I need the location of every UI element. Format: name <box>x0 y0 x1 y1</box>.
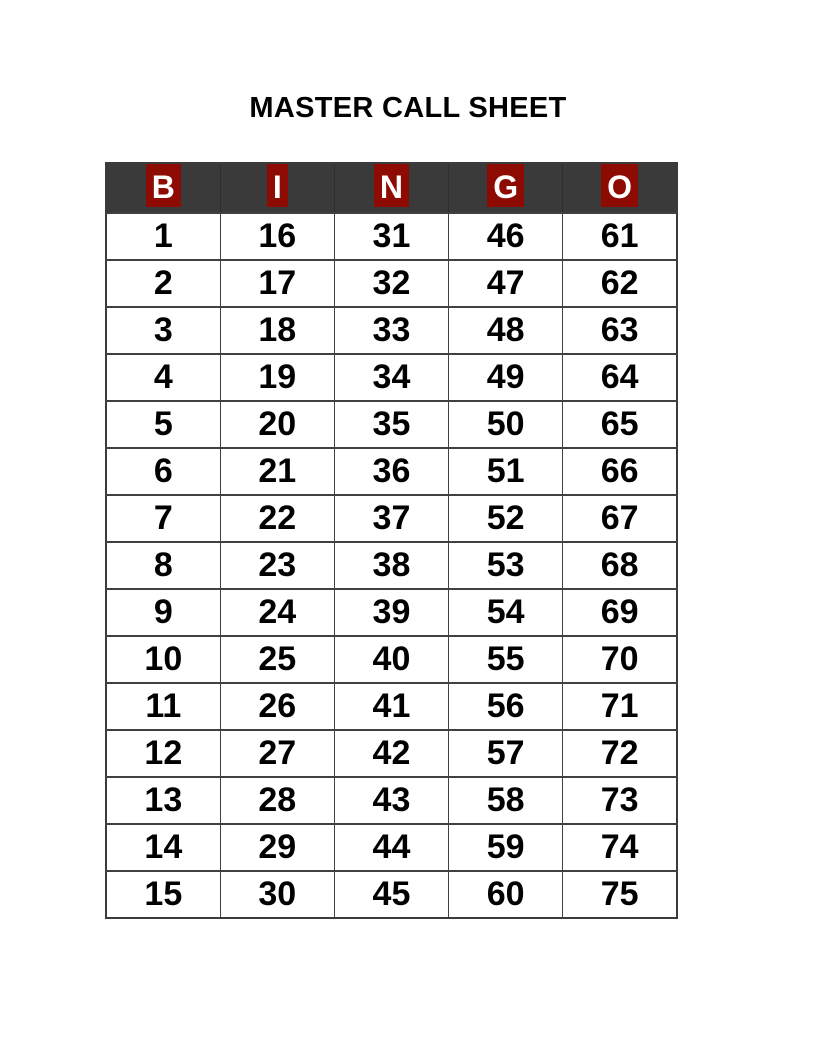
bingo-cell: 57 <box>449 730 563 777</box>
bingo-cell: 29 <box>220 824 334 871</box>
bingo-cell: 43 <box>334 777 448 824</box>
bingo-cell: 44 <box>334 824 448 871</box>
bingo-cell: 10 <box>106 636 220 683</box>
bingo-cell: 42 <box>334 730 448 777</box>
table-row <box>106 307 677 354</box>
bingo-cell: 47 <box>449 260 563 307</box>
column-header-g <box>449 163 563 213</box>
table-row <box>106 542 677 589</box>
bingo-cell: 8 <box>106 542 220 589</box>
bingo-cell: 2 <box>106 260 220 307</box>
bingo-cell: 68 <box>563 542 677 589</box>
bingo-cell: 49 <box>449 354 563 401</box>
bingo-cell: 5 <box>106 401 220 448</box>
bingo-cell: 73 <box>563 777 677 824</box>
bingo-cell: 33 <box>334 307 448 354</box>
bingo-cell: 32 <box>334 260 448 307</box>
bingo-cell: 75 <box>563 871 677 918</box>
bingo-cell: 19 <box>220 354 334 401</box>
bingo-cell: 67 <box>563 495 677 542</box>
bingo-cell: 41 <box>334 683 448 730</box>
bingo-cell: 21 <box>220 448 334 495</box>
bingo-cell: 65 <box>563 401 677 448</box>
column-letter: G <box>487 164 524 207</box>
bingo-cell: 9 <box>106 589 220 636</box>
bingo-cell: 25 <box>220 636 334 683</box>
bingo-header-row <box>106 163 677 213</box>
bingo-cell: 24 <box>220 589 334 636</box>
bingo-cell: 60 <box>449 871 563 918</box>
column-header-n <box>334 163 448 213</box>
bingo-cell: 45 <box>334 871 448 918</box>
bingo-cell: 54 <box>449 589 563 636</box>
bingo-cell: 15 <box>106 871 220 918</box>
bingo-cell: 66 <box>563 448 677 495</box>
bingo-cell: 53 <box>449 542 563 589</box>
bingo-cell: 20 <box>220 401 334 448</box>
bingo-cell: 36 <box>334 448 448 495</box>
bingo-cell: 18 <box>220 307 334 354</box>
bingo-cell: 7 <box>106 495 220 542</box>
bingo-cell: 61 <box>563 213 677 260</box>
bingo-cell: 39 <box>334 589 448 636</box>
bingo-cell: 56 <box>449 683 563 730</box>
bingo-cell: 14 <box>106 824 220 871</box>
column-letter: I <box>267 164 288 207</box>
table-header <box>106 163 677 213</box>
table-row <box>106 448 677 495</box>
bingo-cell: 55 <box>449 636 563 683</box>
table-row <box>106 495 677 542</box>
bingo-cell: 62 <box>563 260 677 307</box>
table-row <box>106 824 677 871</box>
bingo-cell: 48 <box>449 307 563 354</box>
title-area <box>0 0 816 125</box>
table-body <box>106 213 677 918</box>
bingo-cell: 27 <box>220 730 334 777</box>
bingo-cell: 72 <box>563 730 677 777</box>
table-row <box>106 589 677 636</box>
bingo-cell: 63 <box>563 307 677 354</box>
bingo-cell: 59 <box>449 824 563 871</box>
bingo-cell: 51 <box>449 448 563 495</box>
bingo-cell: 17 <box>220 260 334 307</box>
table-row <box>106 260 677 307</box>
column-letter: N <box>374 164 409 207</box>
bingo-cell: 46 <box>449 213 563 260</box>
table-row <box>106 401 677 448</box>
bingo-cell: 37 <box>334 495 448 542</box>
bingo-cell: 50 <box>449 401 563 448</box>
bingo-cell: 3 <box>106 307 220 354</box>
bingo-cell: 71 <box>563 683 677 730</box>
bingo-cell: 12 <box>106 730 220 777</box>
table-row <box>106 636 677 683</box>
column-header-i <box>220 163 334 213</box>
bingo-cell: 64 <box>563 354 677 401</box>
column-letter: B <box>146 164 181 207</box>
table-row <box>106 354 677 401</box>
bingo-cell: 58 <box>449 777 563 824</box>
bingo-cell: 74 <box>563 824 677 871</box>
bingo-cell: 16 <box>220 213 334 260</box>
bingo-cell: 1 <box>106 213 220 260</box>
column-letter: O <box>601 164 638 207</box>
table-row <box>106 683 677 730</box>
bingo-cell: 11 <box>106 683 220 730</box>
column-header-o <box>563 163 677 213</box>
bingo-cell: 23 <box>220 542 334 589</box>
bingo-cell: 6 <box>106 448 220 495</box>
bingo-cell: 69 <box>563 589 677 636</box>
table-row <box>106 730 677 777</box>
table-row <box>106 777 677 824</box>
bingo-cell: 4 <box>106 354 220 401</box>
page-title: MASTER CALL SHEET <box>249 92 567 124</box>
bingo-cell: 35 <box>334 401 448 448</box>
bingo-cell: 40 <box>334 636 448 683</box>
bingo-cell: 31 <box>334 213 448 260</box>
bingo-cell: 70 <box>563 636 677 683</box>
bingo-cell: 26 <box>220 683 334 730</box>
table-row <box>106 213 677 260</box>
bingo-cell: 52 <box>449 495 563 542</box>
table-row <box>106 871 677 918</box>
bingo-cell: 13 <box>106 777 220 824</box>
bingo-cell: 28 <box>220 777 334 824</box>
bingo-cell: 38 <box>334 542 448 589</box>
column-header-b <box>106 163 220 213</box>
bingo-cell: 22 <box>220 495 334 542</box>
bingo-call-sheet-table <box>105 162 678 919</box>
bingo-cell: 34 <box>334 354 448 401</box>
bingo-cell: 30 <box>220 871 334 918</box>
